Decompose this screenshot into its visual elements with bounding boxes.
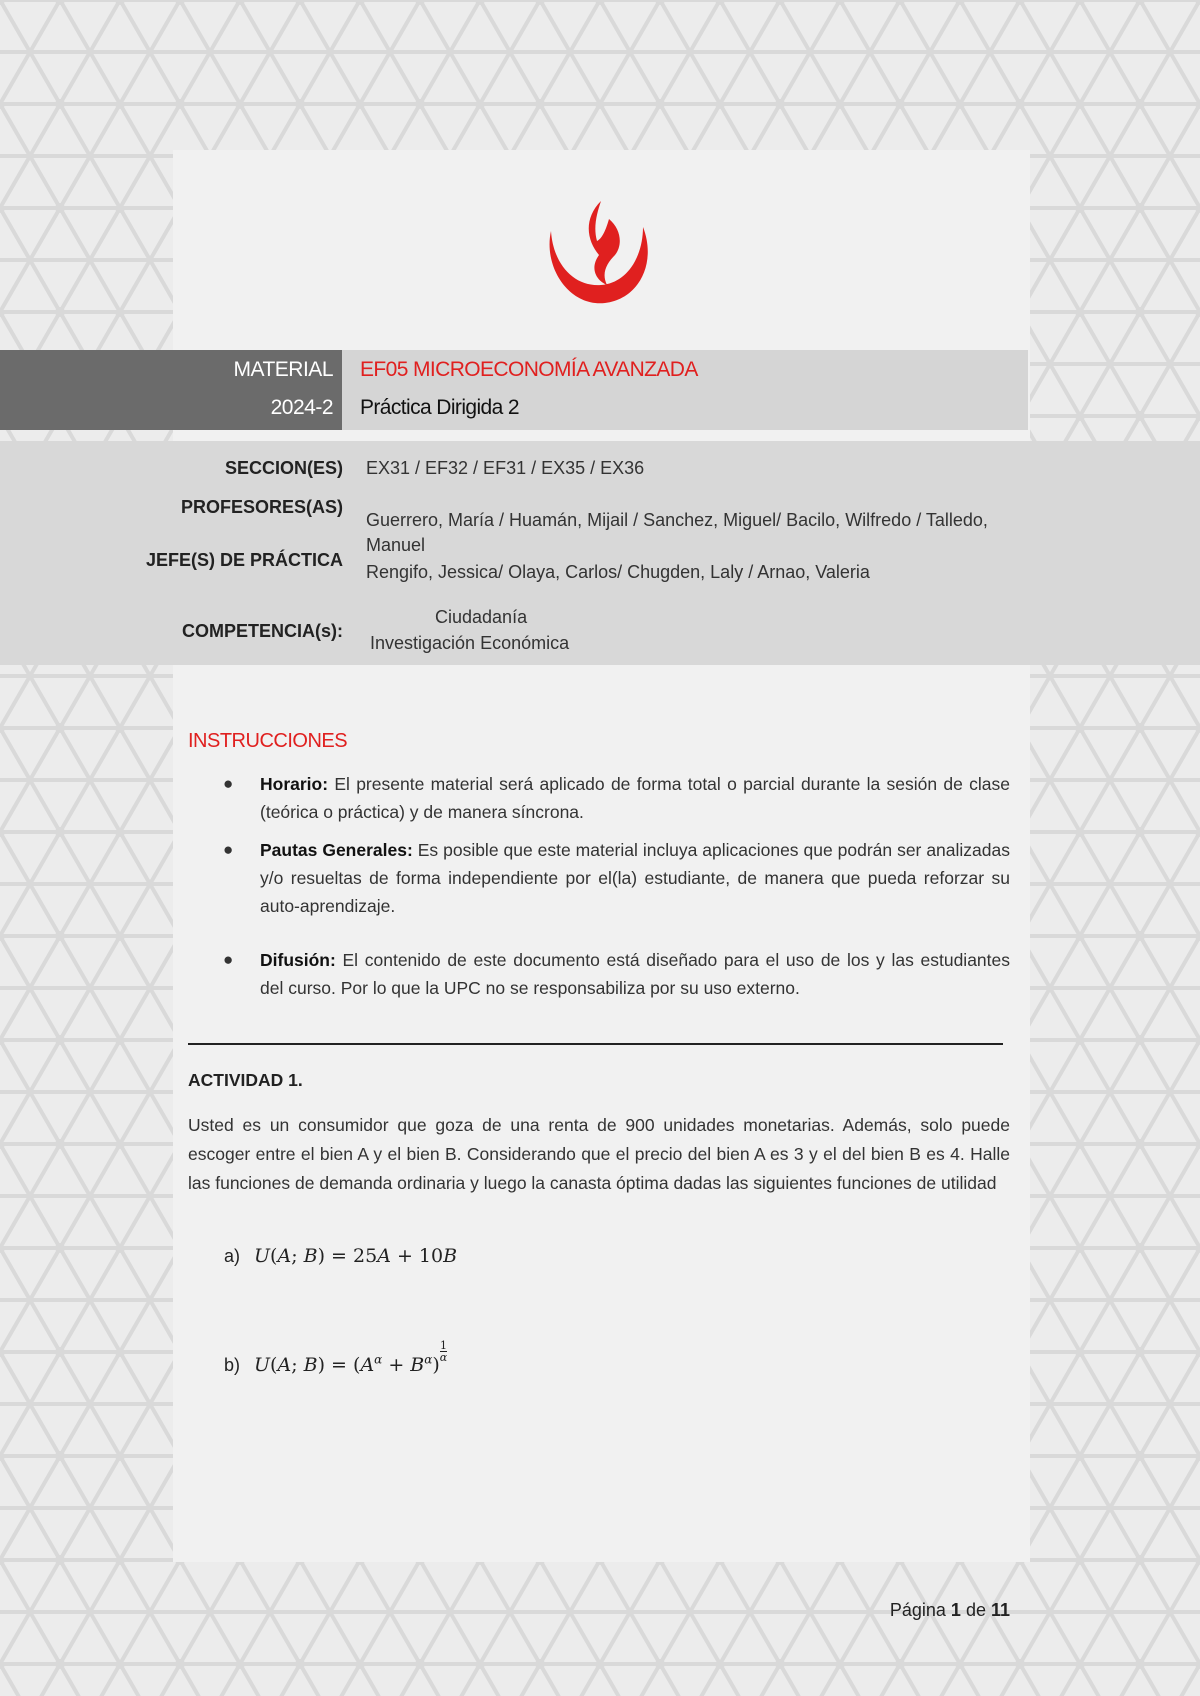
bullet-icon: ● — [223, 774, 234, 793]
activity-title: ACTIVIDAD 1. — [188, 1070, 303, 1090]
sections-value: EX31 / EF32 / EF31 / EX35 / EX36 — [366, 458, 645, 478]
instruction-text: Es posible que este material incluya aplicaciones que podrán ser analizadas y/o resueltas de forma independiente por el(la) estudiante, de manera que pueda reforzar su auto-aprendizaje. — [260, 840, 1010, 916]
document-subtitle: Práctica Dirigida 2 — [360, 396, 519, 419]
instruction-item — [188, 770, 1010, 826]
instructions-title: INSTRUCCIONES — [188, 730, 348, 752]
period-label: 2024-2 — [270, 396, 333, 419]
item-b-label: b) — [224, 1355, 241, 1375]
professors-label: PROFESORES(AS) — [180, 497, 343, 517]
instruction-item — [188, 836, 1010, 920]
upc-logo-icon — [543, 197, 655, 309]
heads-value: Rengifo, Jessica/ Olaya, Carlos/ Chugden, Laly / Arnao, Valeria — [366, 562, 870, 582]
instruction-text: El contenido de este documento está diseñado para el uso de los y las estudiantes del curso. Por lo que la UPC no se responsabiliza por su uso externo. — [260, 950, 1010, 998]
page-footer: Página 1 de 11 — [889, 1600, 1010, 1620]
activity-body: Usted es un consumidor que goza de una renta de 900 unidades monetarias. Además, solo puede escoger entre el bien A y el bien B. Considerando que el precio del bien A es 3 y el del bien B es 4. Halle las funciones de demanda ordinaria y luego la canasta óptima dadas las siguientes funciones de utilidad — [188, 1115, 1010, 1193]
header-label-block — [0, 350, 342, 430]
header-band — [0, 350, 1028, 430]
page-total: 11 — [990, 1600, 1010, 1620]
competence-value-1: Ciudadanía — [435, 607, 528, 627]
sections-label: SECCION(ES) — [224, 458, 343, 478]
instruction-term: Difusión: — [260, 950, 336, 970]
bullet-icon: ● — [223, 950, 234, 969]
heads-label: JEFE(S) DE PRÁCTICA — [145, 550, 343, 570]
instruction-term: Pautas Generales: — [260, 840, 413, 860]
section-divider — [188, 1043, 1003, 1045]
instruction-item — [188, 946, 1010, 1002]
info-band — [0, 441, 1200, 665]
instruction-term: Horario: — [260, 774, 329, 794]
course-title: EF05 MICROECONOMÍA AVANZADA — [360, 358, 698, 381]
instruction-text: El presente material será aplicado de forma total o parcial durante la sesión de clase (teórica o práctica) y de manera síncrona. — [260, 774, 1010, 822]
material-label: MATERIAL — [233, 358, 333, 381]
utility-function-b: b) U(A; $B) = (A^\alpha + B^\alpha)$ $\frac{1}{\alpha}$ — [224, 1339, 448, 1376]
utility-function-a: a) U(A; B) = 25A + 10B — [224, 1245, 458, 1267]
page-number: 1 — [950, 1600, 961, 1620]
instructions-list — [188, 770, 1010, 1002]
professors-value: Guerrero, María / Huamán, Mijail / Sanchez, Miguel/ Bacilo, Wilfredo / Talledo, Manuel — [366, 510, 988, 555]
competence-label: COMPETENCIA(s): — [182, 621, 343, 641]
bullet-icon: ● — [223, 840, 234, 859]
item-a-label: a) — [224, 1246, 241, 1266]
competence-value-2: Investigación Económica — [370, 633, 570, 653]
